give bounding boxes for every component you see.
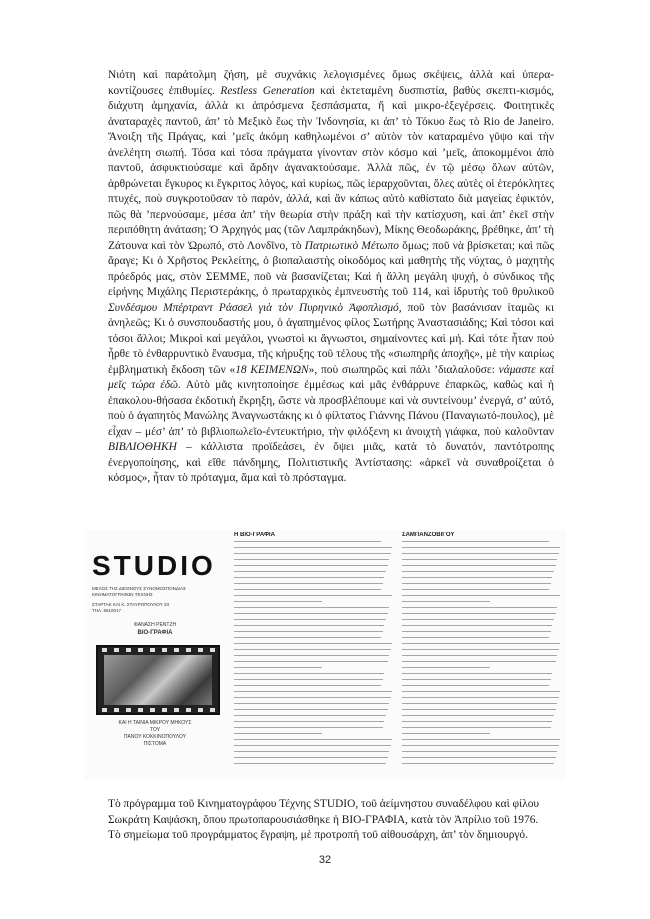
program-film-title: ΒΙΟ-ΓΡΑΦΙΑ <box>137 630 173 636</box>
text-line <box>234 745 391 746</box>
text-line <box>402 763 554 764</box>
text-line <box>234 667 322 668</box>
page-number: 32 <box>318 854 332 866</box>
text-line <box>402 727 551 728</box>
text-line <box>402 583 551 584</box>
italic-segment: Πατριωτικὸ Μέτωπο <box>304 239 399 252</box>
text-line <box>402 613 556 614</box>
text-line <box>234 649 391 650</box>
text-line <box>402 667 490 668</box>
text-line <box>234 763 386 764</box>
text-line <box>402 625 552 626</box>
text-line <box>234 589 381 590</box>
text-line <box>234 751 389 752</box>
text-line <box>402 733 490 734</box>
film-strip-image <box>96 645 220 715</box>
text-line <box>402 649 559 650</box>
text-line <box>402 751 557 752</box>
text-line <box>402 721 552 722</box>
text-line <box>234 559 389 560</box>
text-segment: καὶ ἐκτεταμένη δυσπιστία, βαθὺς σκεπτι-κισμός, διάχυτη ἀμηχανία, ἀλλὰ κι ἀπρόσμενα ξεσπάσματα, ἤ καὶ μικρο-ἐξεγέρσεις. Φοιτητικὲς ἀναταραχὲς παντοῦ, ἀπ’ τὸ Μεξικὸ ἕως τὴν Ἰνδονησία, κι ἀπ’ τὸ Τόκυο ἕως τὸ Rio de Janeiro. Ἄνοιξη τῆς Πράγας, καὶ ’μεῖς ἀκόμη καθηλωμένοι σ’ αὐτὸν τὸν καταραμένο γῦψο καὶ τὴν ἀνελέητη σιωπή. Τόσα καὶ τόσα πράγματα γίνονταν στὸν κόσμο καὶ ’μεῖς, ἀποκομμένοι ἀπὸ παντοῦ, ἀσφυκτιούσαμε καὶ ἄρδην ἀγανακτούσαμε. Ἀλλὰ πῶς, ἐν τῷ μέσῳ ὅλων αὐτῶν, ἀρθρώνεται ἔγκυρος κι ἔγκριτος λόγος, καὶ κυρίως, πῶς ἱεραρχοῦνται, ὅλες αὐτὲς οἱ ἑτερόκλητες πτυχές, ποὺ συγκροτοῦσαν τὸ παρόν, ἀλλά, καὶ ἂν κάπως αὐτὸ καθίσταto διὰ μαγείας ἐφικτόν, πῶς θὰ ’περνούσαμε, μέσα ἀπ’ τὴν θεωρία στὴν πράξη καὶ τὴν κατίσχυση, καὶ ἀπ’ ἐκεῖ στὴν περιπόθητη ἀνάταση; Ὁ Ἀρχηγός μας (τῶν Λαμπράκηδων), Μίκης Θεοδωράκης, βρέθηκε, ἀπ’ τὴ Ζάτουνα καὶ τὸν Ὠρωπό, στὸ Λονδῖνο, τὸ <box>108 84 554 252</box>
text-line <box>234 607 389 608</box>
text-line <box>234 727 383 728</box>
program-subtitle: ΚΙΝΗΜΑΤΟΓΡΑΦΩΝ ΤΕΧΝΗΣ <box>92 592 153 597</box>
text-segment: – κάλλιστα προϊδεάσει, ἐν ὄψει μιᾶς, κατὰ τὸ δυνατόν, παντότροπης ἐνεργοποίησης, καὶ εἴθε πάνδημης, Πολιτιστικῆς Ἀντίστασης: «ἀρκεῖ νὰ συναθροίζεται ὁ κόσμος», ἦταν τὸ πρόταγμα, ἅμα καὶ τὸ πρόσταγμα. <box>108 441 554 484</box>
caption-line: Σωκράτη Καψάσκη, ὅπου πρωτοπαρουσιάσθηκε ἡ ΒΙΟ-ΓΡΑΦΙΑ, κατὰ τὸν Ἀπρίλιο τοῦ 1976. <box>108 813 539 826</box>
text-line <box>234 661 388 662</box>
program-column-left <box>234 532 394 776</box>
program-cover <box>84 530 224 780</box>
text-line <box>402 679 551 680</box>
text-line <box>402 709 556 710</box>
text-line <box>402 661 556 662</box>
text-line <box>234 685 381 686</box>
text-line <box>234 721 384 722</box>
text-segment: Νιότη καὶ παράτολμη ζήση, μὲ συχνάκις λελογισμένες ὅμως σκέψεις, ἀλλὰ καὶ ὑπερα-κοντίζουσες ἐπιθυμίες. <box>108 69 554 97</box>
text-line <box>234 655 389 656</box>
text-line <box>402 577 552 578</box>
text-line <box>402 553 559 554</box>
text-line <box>402 559 557 560</box>
text-segment: », ποὺ σιωπηρῶς καὶ πάλι ’διαλαλοῦσε: <box>308 363 499 376</box>
text-line <box>234 547 392 548</box>
text-line <box>402 673 552 674</box>
program-subtitle: ΜΕΛΟΣ ΤΗΣ ΔΙΕΘΝΟΥΣ ΣΥΝΟΜΟΣΠΟΝΔΙΑΣ <box>92 586 186 591</box>
text-line <box>402 637 549 638</box>
text-line <box>234 733 322 734</box>
program-bottom-caption: ΠΑΝΟΥ ΚΟΚΚΙΝΟΠΟΥΛΟΥ <box>123 734 187 740</box>
column-head: ΣΑΜΠΑΝΖΟΒΙΓΟΥ <box>402 532 455 538</box>
text-line <box>234 691 392 692</box>
text-line <box>234 565 388 566</box>
text-line <box>234 541 381 542</box>
text-line <box>402 541 549 542</box>
text-line <box>402 691 560 692</box>
text-line <box>402 643 560 644</box>
text-line <box>234 631 383 632</box>
text-line <box>234 697 391 698</box>
text-line <box>402 757 556 758</box>
italic-segment: νάμαστε καὶ μεῖς τώρα ἐδῶ. <box>108 363 554 391</box>
text-line <box>234 679 383 680</box>
text-line <box>402 745 559 746</box>
caption-line: Τὸ πρόγραμμα τοῦ Κινηματογράφου Τέχνης STUDIO, τοῦ ἀείμνηστου συναδέλφου καὶ φίλου <box>108 798 540 810</box>
text-line <box>234 625 384 626</box>
text-line <box>402 595 560 596</box>
text-line <box>402 601 490 602</box>
program-address: ΣΤΑΡΤΑΚ ΚΑΙ Κ. ΣΤΑΥΡΟΠΟΥΛΟΥ 33 <box>92 602 169 607</box>
program-bottom-caption: ΤΟΥ <box>149 727 161 733</box>
figure-caption <box>108 797 554 844</box>
text-line <box>234 703 389 704</box>
italic-segment: Restless Generation <box>220 84 315 97</box>
text-line <box>234 637 381 638</box>
text-line <box>402 571 554 572</box>
text-line <box>402 589 549 590</box>
text-line <box>234 601 322 602</box>
text-line <box>402 739 560 740</box>
text-line <box>402 685 549 686</box>
text-line <box>234 571 386 572</box>
italic-segment: Συνδέσμου Μπέρτραντ Ράσσελ γιὰ τὸν Πυρηνικὸ Ἀφοπλισμό, <box>108 301 402 314</box>
text-segment: ὅμως; ποῦ νὰ βρίσκεται; καὶ πῶς ἄραγε; Κι ὁ Χρῆστος Ρεκλείτης, ὁ βιοπαλαιστὴς οἰκοδόμος καὶ μαθητὴς τῆς νύχτας, ὁ μαχητὴς πρόεδρός μας, στὸν ΣΕΜΜΕ, ποῦ νὰ βασανίζεται; Καὶ ἡ ἄλλη μεγάλη ψυχή, ὁ σύνδικος τῆς εἰρήνης Μιχάλης Περιστεράκης, ὁ πρωταρχικὸς ἐμπνευστὴς τοῦ 114, καὶ ἱδρυτὴς τοῦ θρυλικοῦ <box>108 239 554 298</box>
text-line <box>234 577 384 578</box>
text-line <box>234 595 392 596</box>
italic-segment: 18 ΚΕΙΜΕΝΩΝ <box>235 363 309 376</box>
caption-line: Τὸ σημείωμα τοῦ προγράμματος ἔγραψη, μὲ προτροπὴ τοῦ αἰθουσάρχη, ἀπ’ τὸν δημιουργό. <box>108 829 528 841</box>
text-line <box>402 631 551 632</box>
text-segment: Αὐτὸ μᾶς κινητοποίησε ἐμμέσως καὶ μᾶς ἐνθάρρυνε ἐπαρκῶς, καθὼς καὶ ἡ ἐπακολου-θήσασα ἐκδοτικὴ ἔκρηξη, ὥστε νὰ προσβλέπουμε καὶ νὰ συντείνουμ’ ἐνεργά, σ’ αὐτό, ποὺ ὁ ἀγαπητὸς Μανώλης Ἀναγνωστάκης κι ὁ φίλτατος Γιάννης Πάνου (Παναγιωτό-πουλος), μὲ εἶχαν – μέσ’ ἀπ’ τὸ βιβλιοπωλεῖο-ἐντευκτήριο, τὴν φιλόξενη κι ἀνοιχτὴ γιάφκα, ποὺ καλοῦνταν <box>108 379 554 438</box>
program-column-right <box>402 532 562 776</box>
program-director: ΦΑΝΑΣΗ ΡΕΝΤΖΗ <box>133 622 177 628</box>
program-title: STUDIO <box>92 550 216 581</box>
text-line <box>234 553 391 554</box>
text-line <box>234 757 388 758</box>
column-lines <box>234 541 394 764</box>
italic-segment: ΒΙΒΛΙΟΘΗΚΗ <box>108 441 177 453</box>
text-line <box>402 703 557 704</box>
column-lines <box>402 541 562 764</box>
text-line <box>402 607 557 608</box>
text-line <box>234 715 386 716</box>
text-line <box>402 715 554 716</box>
text-line <box>234 673 384 674</box>
text-line <box>402 655 557 656</box>
program-phone: ΤΗΛ. 8610017 <box>92 608 122 613</box>
text-line <box>234 739 392 740</box>
text-line <box>402 697 559 698</box>
text-line <box>234 619 386 620</box>
text-line <box>402 547 560 548</box>
text-line <box>234 709 388 710</box>
body-paragraph <box>108 68 554 487</box>
program-bottom-caption: ΚΑΙ Η ΤΑΙΝΙΑ ΜΙΚΡΟΥ ΜΗΚΟΥΣ <box>118 720 192 726</box>
text-line <box>402 565 556 566</box>
text-segment: ποῦ τὸν βασάνισαν ἰταμῶς κι ἀνηλεῶς; Κι ὁ συνσπουδαστής μου, ὁ ἀγαπημένος φίλος Σωτήρης Ἀναστασιάδης; Καὶ τόσοι καὶ τόσοι ἄλλοι; Μικροὶ καὶ μεγάλοι, γνωστοὶ κι ἄγνωστοι, σημαίνοντες καὶ μή. Καὶ τότε ἦταν πού ἦρθε τὸ ἐνθαρρυντικὸ ἔναυσμα, τῆς κήρυξης τοῦ τέλους τῆς «σιωπηρῆς ἀποχῆς», μὲ τὴν καιρίως ἐμβληματικὴ ἔκδοση τῶν « <box>108 301 555 376</box>
text-line <box>234 643 392 644</box>
text-line <box>234 613 388 614</box>
body-text <box>108 68 554 487</box>
program-image <box>84 530 566 780</box>
text-line <box>402 619 554 620</box>
program-bottom-caption: ΠΙΣΤΟΜΑ <box>143 741 167 747</box>
column-head: Η ΒΙΟ-ΓΡΑΦΙΑ <box>234 532 275 538</box>
text-line <box>234 583 383 584</box>
